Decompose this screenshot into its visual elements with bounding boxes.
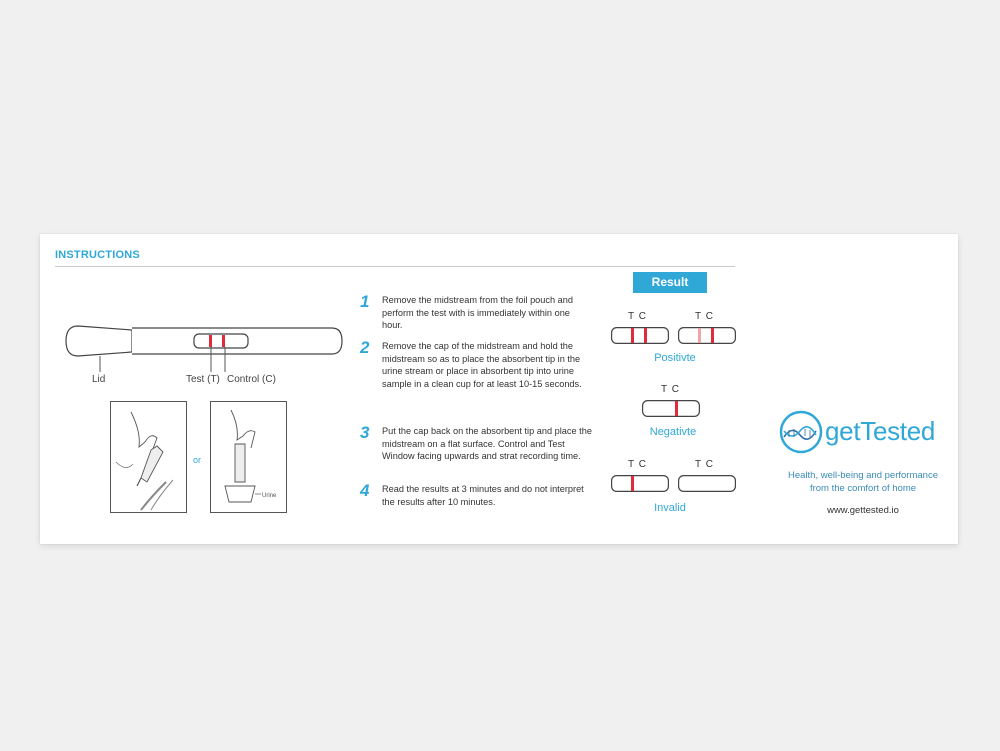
- result-badge: Result: [633, 272, 707, 293]
- step-text: Remove the cap of the midstream and hold the midstream so as to place the absorbent tip in the urine stream or place in absorbent tip into urine sample in a clean cup for at least 10-15 seconds.: [382, 341, 582, 389]
- control-label: Control (C): [227, 374, 276, 385]
- step-text: Put the cap back on the absorbent tip and place the midstream on a flat surface. Control and Test Window facing upwards and strat recording time.: [382, 426, 592, 462]
- negative-label: Negativte: [649, 426, 697, 438]
- urine-label: Urine: [262, 493, 277, 499]
- invalid-strip-1: [611, 475, 669, 492]
- lid-label: Lid: [92, 374, 106, 385]
- tc-label-positive-1: T C: [628, 311, 647, 322]
- positive-label: Positivte: [654, 352, 696, 364]
- tagline-line-2: from the comfort of home: [809, 483, 917, 494]
- dna-logo-icon: [778, 409, 824, 455]
- brand-name: getTested: [825, 416, 936, 446]
- device-callout-lines: [40, 234, 360, 384]
- invalid-label: Invalid: [654, 502, 686, 514]
- tc-label-invalid-2: T C: [695, 459, 714, 470]
- negative-strip: [642, 400, 700, 417]
- step-number: 4: [360, 481, 370, 500]
- step-text: Remove the midstream from the foil pouch and perform the test with is immediately within one hour.: [382, 295, 573, 331]
- cup-method-panel: [210, 401, 287, 513]
- instructions-heading: INSTRUCTIONS: [55, 249, 140, 261]
- brand-tagline: [768, 469, 958, 495]
- invalid-strip-2: [678, 475, 736, 492]
- step-number: 3: [360, 423, 370, 442]
- step-number: 1: [360, 292, 370, 311]
- or-separator: or: [193, 455, 202, 465]
- hand-in-cup-illustration: [211, 402, 286, 512]
- tc-label-positive-2: T C: [695, 311, 714, 322]
- test-label: Test (T): [186, 374, 220, 385]
- instruction-card: [40, 234, 958, 544]
- stream-method-panel: [110, 401, 187, 513]
- tagline-line-1: Health, well-being and performance: [788, 470, 938, 481]
- brand-url[interactable]: www.gettested.io: [827, 505, 899, 516]
- positive-strip-2: [678, 327, 736, 344]
- step-text: Read the results at 3 minutes and do not interpret the results after 10 minutes.: [382, 484, 584, 507]
- step-number: 2: [360, 338, 370, 357]
- positive-strip-1: [611, 327, 669, 344]
- tc-label-negative: T C: [661, 384, 680, 395]
- hand-in-stream-illustration: [111, 402, 186, 512]
- tc-label-invalid-1: T C: [628, 459, 647, 470]
